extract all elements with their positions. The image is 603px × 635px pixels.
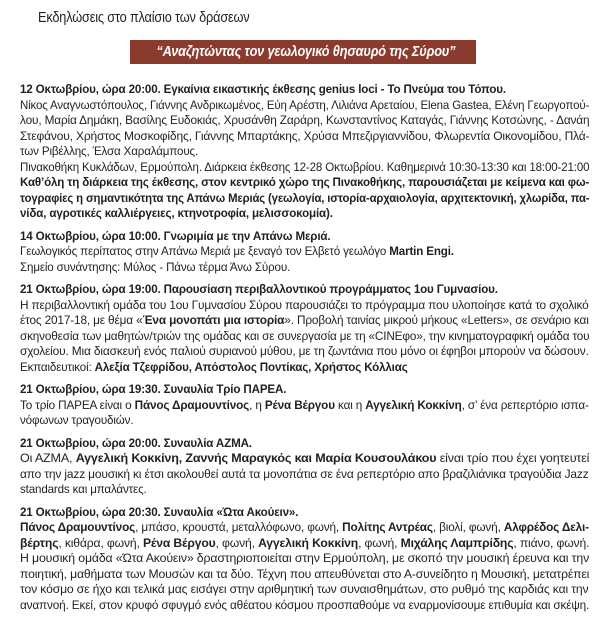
text: Πινακοθήκη Κυκλάδων, Ερμούπολη. Διάρκεια έκθεσης 12-28 Οκτωβρίου. Καθημερινά 10:30-13:30 και 18:00-21:00 bbox=[20, 160, 589, 174]
bold-text: 12 Οκτωβρίου, ώρα 20:00. Εγκαίνια εικαστικής έκθεσης genius loci - Το Πνεύμα του Τόπου. bbox=[20, 83, 506, 96]
text: είναι τρίο που έχει γοητευτεί bbox=[436, 452, 589, 465]
text: Η περιβαλλοντική ομάδα του 1ου Γυμνασίου Σύρου παρουσιάζει το πρόγραμμα που υλοποίησε κατά το σχολικό bbox=[20, 298, 589, 312]
event-block bbox=[20, 82, 589, 222]
event-text-line bbox=[20, 98, 589, 114]
bold-text: βέρτης bbox=[20, 536, 59, 550]
bold-text: 21 Οκτωβρίου, ώρα 19:00. Παρουσίαση περιβαλλοντικού προγράμματος 1ου Γυμνασίου. bbox=[20, 283, 498, 296]
text: Στεφάνου, Χρήστος Μοσκοφίδης, Γιάννης Μπαρτάκης, Χρύσα Μπεζιργιαννίδου, Φλωρεντία Οικονομίδου, Πλά- bbox=[20, 129, 589, 143]
event-title-line bbox=[20, 282, 589, 298]
text: Νίκος Αναγνωστόπουλος, Γιάννης Ανδρικωμένος, Εύη Αρέστη, Λιλιάνα Αρεταίου, Elena Gastea, Ελένη Γεωργοπού- bbox=[20, 98, 589, 112]
text: , φωνή, bbox=[215, 536, 259, 550]
bold-text: Αλεξία Τζεφρίδου, Απόστολος Ποντίκας, Χρήστος Κόλλιας bbox=[94, 360, 408, 374]
text: απο την jazz μουσική κι έτσι ακολουθεί αυτά τα μονοπάτια σε ένα ρεπερτόριο απο βραζιλιάνικα τραγούδια Jazz bbox=[20, 467, 589, 481]
event-title-line bbox=[20, 505, 589, 521]
bold-text: Αγγελική Κοκκίνη bbox=[365, 398, 462, 412]
text: έτος 2017-18, με θέμα « bbox=[20, 314, 143, 327]
text: , βιολί, φωνή, bbox=[432, 521, 504, 534]
event-text-line bbox=[20, 482, 589, 498]
text: τον κόσμο σε ήχο και τελικά μας εισάγει στην αριθμητική των συναισθημάτων, στο ρυθμό της καρδιάς και την bbox=[20, 583, 589, 596]
event-text-line bbox=[20, 244, 589, 260]
text: σκηνοθεσία των μαθητών/τριών της ομάδας και σε συνεργασία με τη «CINEφο», την κινηματογραφική ομάδα του bbox=[20, 329, 589, 343]
text: , η bbox=[249, 398, 265, 412]
bold-text: Martin Engi. bbox=[389, 245, 454, 258]
text: Οι ΑΖΜΑ, bbox=[20, 452, 76, 465]
event-block bbox=[20, 505, 589, 614]
event-block bbox=[20, 229, 589, 276]
text: , φωνή, bbox=[358, 536, 401, 550]
event-text-line bbox=[20, 360, 589, 376]
bold-text: νίδα, αγροτικές καλλιέργειες, κτηνοτροφία, μελισσοκομία). bbox=[20, 207, 333, 220]
event-text-line bbox=[20, 567, 589, 583]
bold-text: Ένα μονοπάτι μια ιστορία bbox=[142, 314, 285, 327]
title-banner bbox=[130, 40, 476, 64]
text: Εκπαιδευτικοί: bbox=[20, 360, 95, 374]
bold-text: Πολίτης Αντρέας bbox=[342, 521, 433, 534]
bold-text: τογραφίες η σημαντικότητα της Απάνω Μεριάς (γεωλογία, ιστορία-αρχαιολογία, αρχιτεκτονική, χλωρίδα, πα- bbox=[20, 191, 589, 205]
bold-text: Αγγελική Κοκκίνη, Ζαννής Μαραγκός και Μαρία Κουσουλάκου bbox=[75, 452, 437, 465]
event-title-line bbox=[20, 82, 589, 98]
bold-text: Ρένα Βέργου bbox=[142, 536, 216, 550]
text: Σημείο συνάντησης: Μύλος - Πάνω τέρμα Άνω Σύρου. bbox=[20, 260, 291, 274]
text: , πιάνο, φωνή. bbox=[513, 536, 589, 550]
bold-text: 21 Οκτωβρίου, ώρα 20:00. Συναυλία ΑΖΜΑ. bbox=[20, 436, 252, 450]
bold-text: Αγγελική Κοκκίνη bbox=[258, 536, 359, 550]
event-title-line bbox=[20, 229, 589, 245]
event-text-line bbox=[20, 191, 589, 207]
event-text-line bbox=[20, 520, 589, 536]
text: , μπάσο, κρουστά, μεταλλόφωνο, φωνή, bbox=[135, 521, 343, 534]
event-text-line bbox=[20, 206, 589, 222]
event-text-line bbox=[20, 551, 589, 567]
text: Γεωλογικός περίπατος στην Απάνω Μεριά με ξεναγό τον Ελβετό γεωλόγο bbox=[20, 245, 390, 258]
event-text-line bbox=[20, 144, 589, 160]
bold-text: 14 Οκτωβρίου, ώρα 10:00. Γνωριμία με την Απάνω Μεριά. bbox=[20, 229, 331, 243]
event-text-line bbox=[20, 398, 589, 414]
bold-text: Ρένα Βέργου bbox=[264, 398, 335, 412]
bold-text: Καθ’όλη τη διάρκεια της έκθεσης, στον κεντρικό χώρο της Πινακοθήκης, παρουσιάζεται με κείμενα και φω- bbox=[20, 176, 589, 189]
event-text-line bbox=[20, 451, 589, 467]
event-text-line bbox=[20, 129, 589, 145]
bold-text: Πάνος Δραμουντίνος bbox=[20, 521, 136, 534]
text: , σ’ ένα ρεπερτόριο ισπα- bbox=[461, 398, 589, 412]
bold-text: Μιχάλης Λαμπρίδης bbox=[400, 536, 514, 550]
section-heading: Εκδηλώσεις στο πλαίσιο των δράσεων bbox=[38, 10, 250, 26]
text: Η μουσική ομάδα «Ώτα Ακούειν» δραστηριοποιείται στην Ερμούπολη, με σκοπό την μουσική έρευνα και την bbox=[20, 552, 589, 565]
text: ποιητική, μαθήματα των Μουσών και τα δύο. Τέχνη που απευθύνεται στο Α-συνείδητο η Μουσική, μετατρέπει bbox=[20, 567, 589, 581]
event-text-line bbox=[20, 298, 589, 314]
bold-text: 21 Οκτωβρίου, ώρα 20:30. Συναυλία «Ώτα Ακούειν». bbox=[20, 505, 299, 519]
event-text-line bbox=[20, 175, 589, 191]
event-text-line bbox=[20, 467, 589, 483]
bold-text: Πάνος Δραμουντίνος bbox=[134, 398, 250, 412]
event-block bbox=[20, 436, 589, 498]
event-title-line bbox=[20, 436, 589, 452]
event-text-line bbox=[20, 160, 589, 176]
text: και η bbox=[334, 398, 366, 412]
events-list bbox=[20, 82, 589, 620]
event-text-line bbox=[20, 344, 589, 360]
bold-text: Αλφρέδος Δελι- bbox=[503, 521, 589, 534]
banner-text: “Αναζητώντας τον γεωλογικό θησαυρό της Σύρου” bbox=[156, 43, 456, 60]
event-block bbox=[20, 282, 589, 375]
event-text-line bbox=[20, 413, 589, 429]
event-block bbox=[20, 382, 589, 429]
text: λου, Μαρία Δημάκη, Βασίλης Ευδοκιάς, Χρυσάνθη Ζαράρη, Κωνσταντίνος Καταγάς, Γιάννης Κοτσώνης, - Δανάη bbox=[20, 114, 589, 127]
bold-text: 21 Οκτωβρίου, ώρα 19:30. Συναυλία Τρίο ΠΑΡΕΑ. bbox=[20, 383, 287, 396]
text: αναπνοή. Εκεί, στον κρυφό σφυγμό ενός αθέατου κόσμου προσπαθούμε να εναρμονίσουμε επιθυμία και σκέψη. bbox=[20, 598, 589, 612]
text: σχολείου. Μια διασκευή ενός παλιού συριανού μύθου, με τη ζωντάνια που μόνο οι έφηβοι μπορούν να δώσουν. bbox=[20, 345, 589, 358]
event-title-line bbox=[20, 382, 589, 398]
event-text-line bbox=[20, 260, 589, 276]
event-text-line bbox=[20, 598, 589, 614]
text: νόφωνων τραγουδιών. bbox=[20, 414, 134, 427]
text: , κιθάρα, φωνή, bbox=[58, 536, 143, 550]
event-text-line bbox=[20, 113, 589, 129]
text: ». Προβολή ταινίας μικρού μήκους «Letters», σε σενάριο και bbox=[284, 314, 589, 327]
event-text-line bbox=[20, 329, 589, 345]
event-text-line bbox=[20, 536, 589, 552]
text: Το τρίο ΠΑΡΕΑ είναι ο bbox=[20, 398, 135, 412]
event-text-line bbox=[20, 313, 589, 329]
event-text-line bbox=[20, 582, 589, 598]
text: των Ριβέλλης, Έλσα Χαραλάμπους. bbox=[20, 145, 199, 158]
text: standards και μπαλάντες. bbox=[20, 483, 147, 496]
